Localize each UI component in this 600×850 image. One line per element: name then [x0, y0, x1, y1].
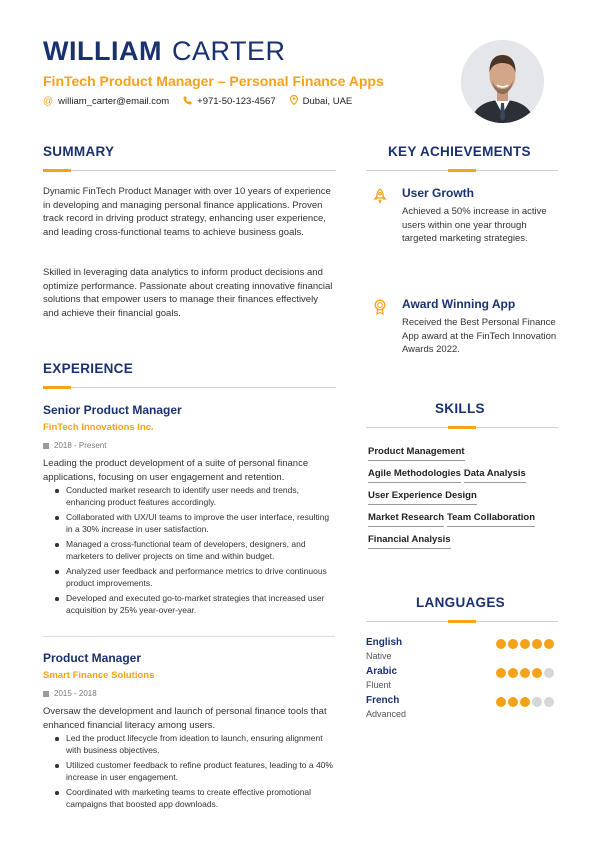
language-name: Arabic [366, 666, 398, 677]
contact-bar [43, 95, 352, 108]
skills-list [368, 446, 558, 556]
rating-dot-filled [520, 697, 530, 707]
language-rating [496, 668, 554, 678]
skills-row [368, 534, 558, 549]
skill-tag: Data Analysis [464, 468, 526, 483]
first-name: WILLIAM [43, 36, 162, 66]
rating-dot-empty [544, 697, 554, 707]
experience-heading: EXPERIENCE [43, 361, 134, 376]
summary-heading: SUMMARY [43, 144, 115, 159]
skill-tag: Financial Analysis [368, 534, 451, 549]
rating-dot-filled [496, 639, 506, 649]
contact-email[interactable] [43, 95, 169, 108]
job-dates-text: 2018 - Present [54, 441, 107, 450]
rating-dot-filled [508, 639, 518, 649]
contact-phone[interactable] [183, 95, 275, 108]
rating-dot-empty [544, 668, 554, 678]
skill-tag: Market Research [368, 512, 444, 527]
skills-row [368, 468, 558, 483]
language-level: Native [366, 651, 392, 661]
last-name: CARTER [171, 36, 286, 66]
job-dates [43, 441, 106, 450]
achievements-heading: KEY ACHIEVEMENTS [388, 144, 531, 159]
summary-paragraph-2: Skilled in leveraging data analytics to inform product decisions and optimize performance. Passionate about creating innovative financial solutions that empower users to manage their finances effectively and achieve their financial goals. [43, 267, 333, 319]
achievement-title: Award Winning App [402, 297, 516, 311]
candidate-name [43, 36, 286, 67]
job-dates-text: 2015 - 2018 [54, 689, 97, 698]
list-item: Coordinated with marketing teams to create effective promotional campaigns that boosted app downloads. [55, 787, 338, 810]
job-divider [43, 636, 335, 637]
rating-dot-empty [532, 697, 542, 707]
skill-tag: Team Collaboration [447, 512, 535, 527]
award-medal-icon [372, 299, 388, 315]
skills-row [368, 512, 558, 527]
list-item: Managed a cross-functional team of developers, designers, and marketers to deliver projects on time and within budget. [55, 539, 338, 562]
calendar-icon [43, 691, 49, 697]
achievement-description: Achieved a 50% increase in active users within one year through targeted marketing strategies. [402, 206, 547, 244]
job-bullets [55, 485, 338, 620]
job-company: Smart Finance Solutions [43, 670, 155, 681]
map-pin-icon [290, 95, 298, 108]
rating-dot-filled [520, 668, 530, 678]
job-bullets [55, 733, 338, 814]
list-item: Collaborated with UX/UI teams to improve the user interface, resulting in a 30% increase in user satisfaction. [55, 512, 338, 535]
job-title: Product Manager [43, 651, 142, 665]
email-text: william_carter@email.com [58, 96, 170, 107]
list-item: Conducted market research to identify user needs and trends, enhancing product features accordingly. [55, 485, 338, 508]
language-level: Advanced [366, 709, 407, 719]
rating-dot-filled [532, 639, 542, 649]
phone-text: +971-50-123-4567 [197, 96, 276, 107]
achievements-rule [366, 170, 558, 171]
summary-paragraph-1: Dynamic FinTech Product Manager with over 10 years of experience in developing and managing personal finance applications. Proven track record in driving product strategy, enhancing user experience, and leading cross-functional teams to achieve business goals. [43, 186, 331, 238]
rocket-icon [372, 188, 388, 204]
language-name: English [366, 637, 403, 648]
job-dates [43, 689, 97, 698]
language-level: Fluent [366, 680, 392, 690]
profile-photo [461, 40, 544, 123]
calendar-icon [43, 443, 49, 449]
phone-icon [183, 96, 192, 108]
rating-dot-filled [544, 639, 554, 649]
job-description: Oversaw the development and launch of personal finance tools that enhanced financial literacy among users. [43, 706, 327, 731]
skills-row [368, 446, 558, 461]
headline: FinTech Product Manager – Personal Finance Apps [43, 73, 384, 89]
list-item: Utilized customer feedback to refine product features, leading to a 40% increase in user engagement. [55, 760, 338, 783]
language-rating [496, 639, 554, 649]
avatar-portrait [461, 40, 544, 123]
skill-tag: Agile Methodologies [368, 468, 461, 483]
job-company: FinTech Innovations Inc. [43, 422, 154, 433]
list-item: Analyzed user feedback and performance metrics to drive continuous product improvements. [55, 566, 338, 589]
language-rating [496, 697, 554, 707]
rating-dot-filled [496, 668, 506, 678]
achievement-description: Received the Best Personal Finance App award at the FinTech Innovation Awards 2022. [402, 317, 557, 355]
languages-heading: LANGUAGES [416, 595, 505, 610]
location-text: Dubai, UAE [302, 96, 353, 107]
job-description: Leading the product development of a suite of personal finance applications, focusing on user engagement and retention. [43, 458, 309, 483]
rating-dot-filled [532, 668, 542, 678]
achievement-title: User Growth [402, 186, 475, 200]
summary-rule [43, 170, 336, 171]
at-icon: @ [43, 95, 54, 107]
skill-tag: Product Management [368, 446, 465, 461]
rating-dot-filled [520, 639, 530, 649]
skills-row [368, 490, 558, 505]
rating-dot-filled [508, 668, 518, 678]
list-item: Developed and executed go-to-market strategies that increased user acquisition by 25% year-over-year. [55, 593, 338, 616]
languages-rule [366, 621, 558, 622]
skills-heading: SKILLS [435, 401, 485, 416]
experience-rule [43, 387, 336, 388]
contact-location [290, 95, 353, 108]
skills-rule [366, 427, 558, 428]
job-title: Senior Product Manager [43, 403, 182, 417]
rating-dot-filled [508, 697, 518, 707]
skill-tag: User Experience Design [368, 490, 477, 505]
language-name: French [366, 695, 400, 706]
list-item: Led the product lifecycle from ideation to launch, ensuring alignment with business objectives. [55, 733, 338, 756]
rating-dot-filled [496, 697, 506, 707]
